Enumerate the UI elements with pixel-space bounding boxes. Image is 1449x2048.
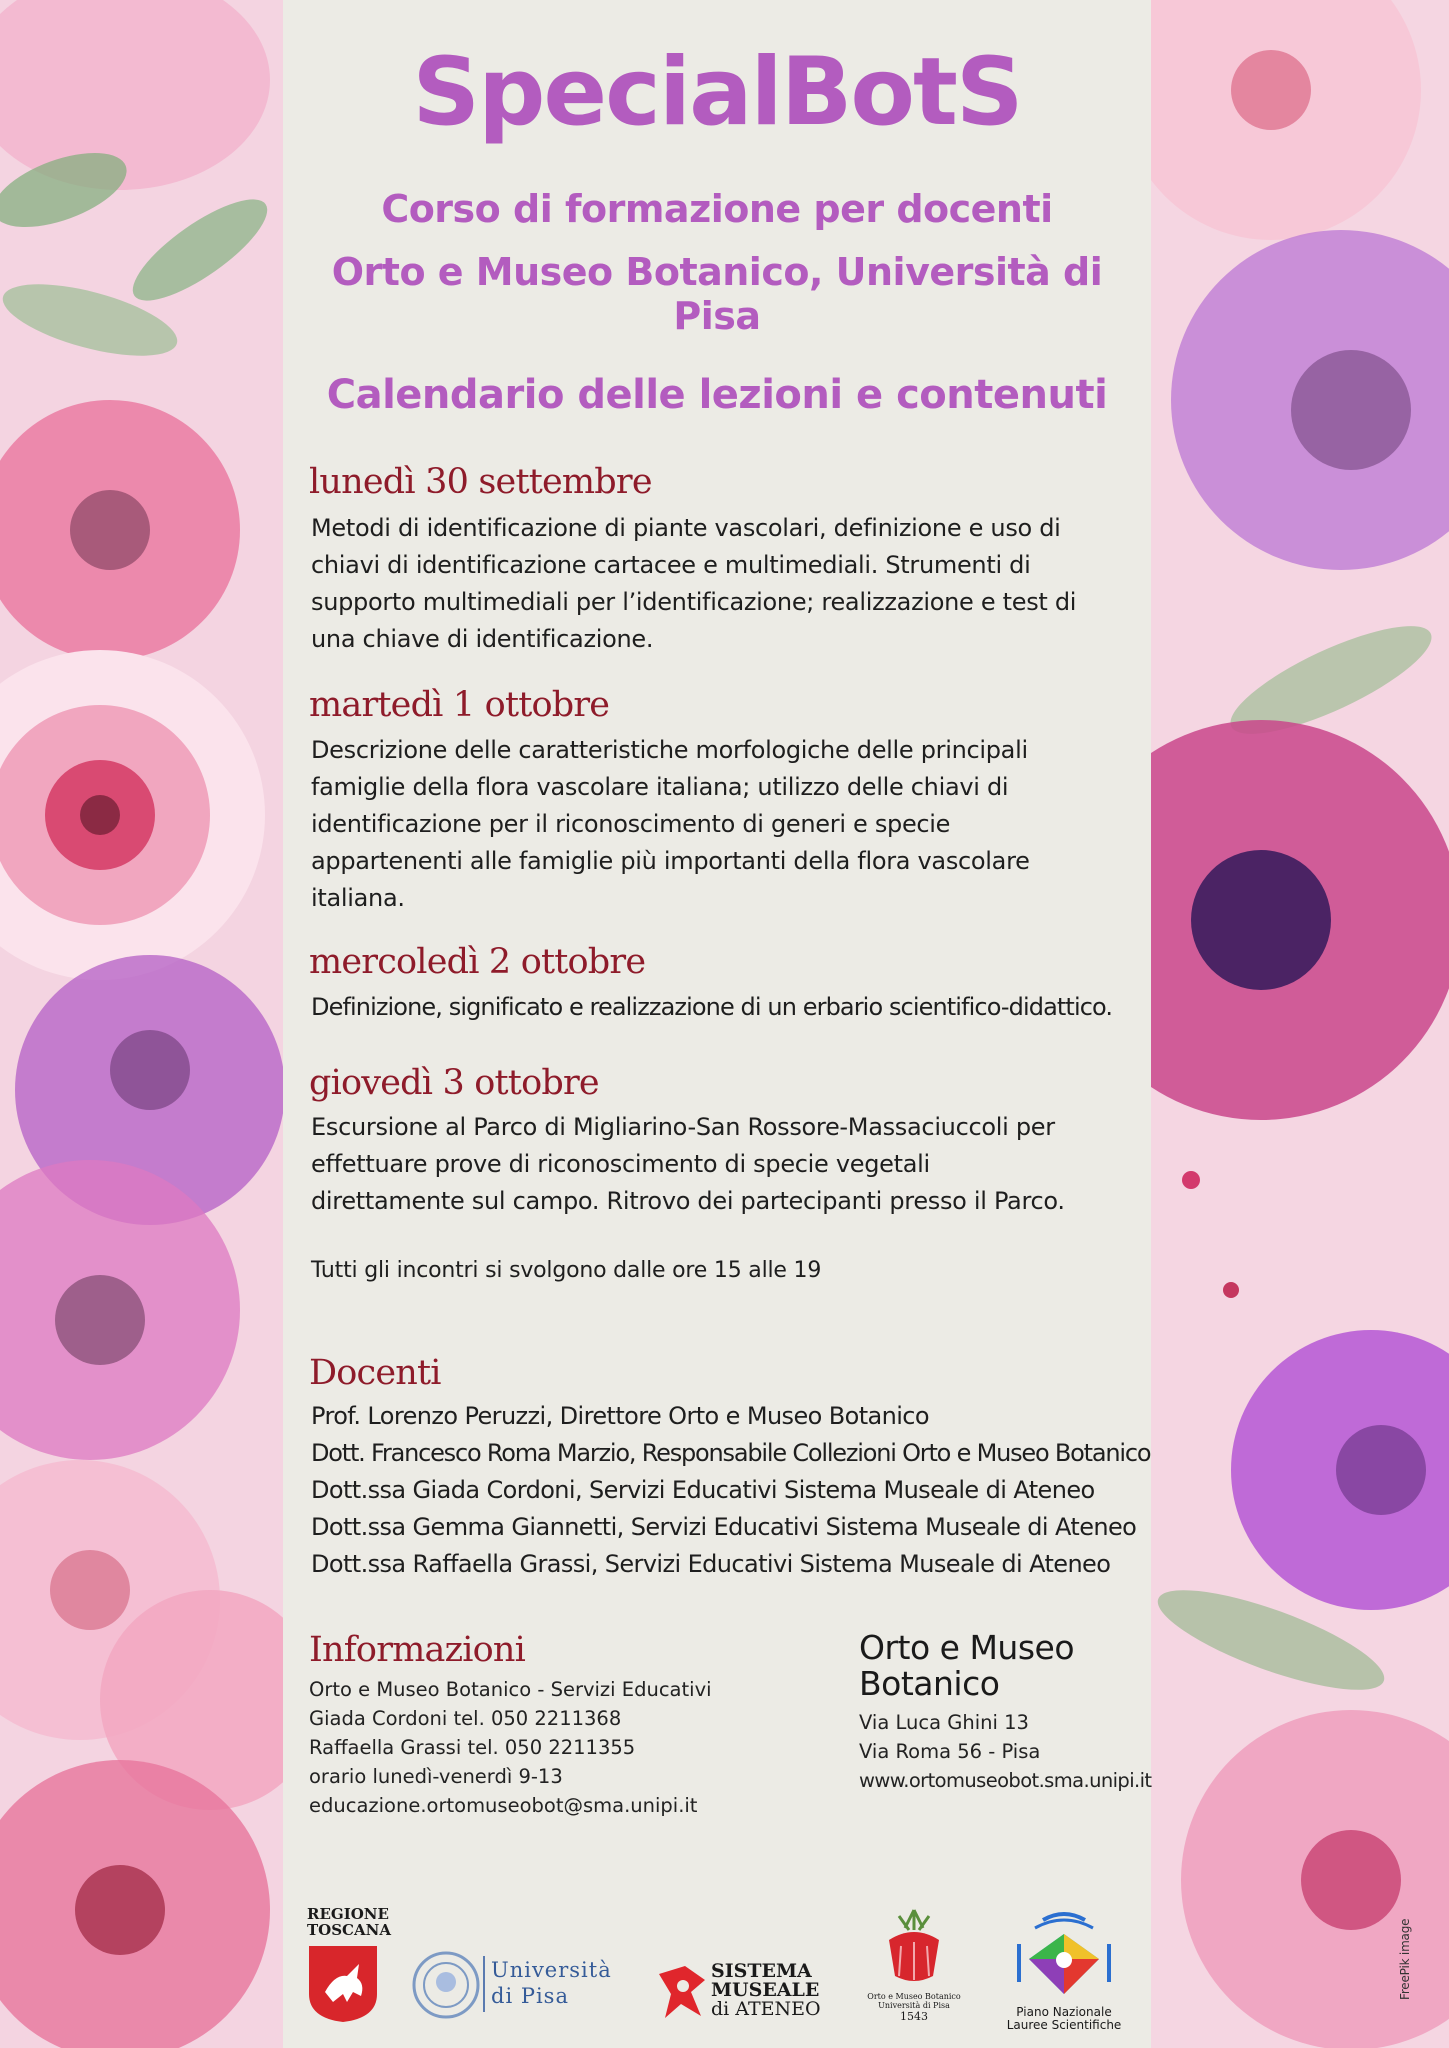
lesson-line: famiglie della flora vascolare italiana; utilizzo delle chiavi di — [311, 773, 1009, 801]
schedule-note: Tutti gli incontri si svolgono dalle ore 15 alle 19 — [311, 1258, 822, 1283]
museo-website[interactable]: www.ortomuseobot.sma.unipi.it — [859, 1769, 1152, 1792]
pls-rainbow-icon — [999, 1904, 1129, 2002]
lesson-line: Metodi di identificazione di piante vascolari, definizione e uso di — [311, 514, 1061, 542]
lesson-description — [311, 732, 1123, 917]
content-panel — [283, 0, 1151, 2048]
lesson-line: identificazione per il riconoscimento di generi e specie — [311, 810, 951, 838]
lesson-line: direttamente sul campo. Ritrovo dei partecipanti presso il Parco. — [311, 1187, 1065, 1215]
sma-mark-icon — [655, 1964, 709, 2020]
docente-item: Dott.ssa Gemma Giannetti, Servizi Educativi Sistema Museale di Ateneo — [311, 1513, 1137, 1541]
lesson-day: giovedì 3 ottobre — [309, 1063, 599, 1103]
lesson-description — [311, 989, 1123, 1026]
image-credit: FreePik image — [1398, 1918, 1412, 2000]
informazioni-heading: Informazioni — [309, 1630, 526, 1670]
lesson-line: Escursione al Parco di Migliarino-San Rossore-Massaciuccoli per — [311, 1113, 1055, 1141]
pegasus-shield-icon — [307, 1944, 379, 2024]
info-phone: Raffaella Grassi tel. 050 2211355 — [309, 1736, 636, 1759]
museo-address: Via Roma 56 - Pisa — [859, 1740, 1041, 1763]
museo-title: Botanico — [859, 1664, 1000, 1703]
fritillary-flower-icon — [859, 1906, 969, 1988]
docente-item: Dott. Francesco Roma Marzio, Responsabile Collezioni Orto e Museo Botanico — [311, 1439, 1151, 1467]
lesson-line: Descrizione delle caratteristiche morfologiche delle principali — [311, 736, 1028, 764]
lesson-day: mercoledì 2 ottobre — [309, 942, 646, 982]
info-hours: orario lunedì-venerdì 9-13 — [309, 1765, 563, 1788]
lesson-day: martedì 1 ottobre — [309, 685, 610, 725]
poster-title: SpecialBotS — [412, 38, 1022, 147]
museo-title: Orto e Museo — [859, 1628, 1075, 1667]
institution-subtitle: Orto e Museo Botanico, Università di Pisa — [331, 250, 1103, 338]
docenti-heading: Docenti — [309, 1353, 441, 1393]
lesson-description — [311, 510, 1123, 658]
museo-address: Via Luca Ghini 13 — [859, 1711, 1029, 1734]
docente-item: Dott.ssa Raffaella Grassi, Servizi Educativi Sistema Museale di Ateneo — [311, 1550, 1111, 1578]
piano-lauree-scientifiche-logo: Piano Nazionale Lauree Scientifiche — [999, 1904, 1129, 2034]
calendar-heading: Calendario delle lezioni e contenuti — [326, 372, 1108, 418]
universita-di-pisa-logo: Università di Pisa — [411, 1950, 611, 2030]
lesson-line: italiana. — [311, 884, 405, 912]
lesson-line: una chiave di identificazione. — [311, 625, 654, 653]
lesson-line: appartenenti alle famiglie più importanti della flora vascolare — [311, 847, 1030, 875]
info-phone: Giada Cordoni tel. 050 2211368 — [309, 1707, 622, 1730]
floral-decoration-right — [1151, 0, 1449, 2048]
orto-museo-botanico-logo: Orto e Museo Botanico Università di Pisa 1543 — [859, 1906, 969, 2034]
lesson-line: chiavi di identificazione cartacee e multimediali. Strumenti di — [311, 551, 1031, 579]
docente-item: Dott.ssa Giada Cordoni, Servizi Educativi Sistema Museale di Ateneo — [311, 1476, 1095, 1504]
lesson-line: Definizione, significato e realizzazione di un erbario scientifico-didattico. — [311, 993, 1113, 1021]
regione-toscana-logo: REGIONE TOSCANA — [307, 1906, 387, 2036]
lesson-line: effettuare prove di riconoscimento di specie vegetali — [311, 1150, 930, 1178]
sistema-museale-logo: SISTEMA MUSEALE di ATENEO — [655, 1962, 845, 2032]
lesson-day: lunedì 30 settembre — [309, 462, 652, 502]
course-subtitle: Corso di formazione per docenti — [381, 187, 1053, 231]
lesson-description — [311, 1109, 1123, 1220]
cherubino-seal-icon — [411, 1950, 481, 2020]
info-line: Orto e Museo Botanico - Servizi Educativi — [309, 1678, 712, 1701]
lesson-line: supporto multimediali per l’identificazione; realizzazione e test di — [311, 588, 1077, 616]
info-email[interactable]: educazione.ortomuseobot@sma.unipi.it — [309, 1794, 698, 1817]
docente-item: Prof. Lorenzo Peruzzi, Direttore Orto e Museo Botanico — [311, 1402, 929, 1430]
floral-decoration-left — [0, 0, 283, 2048]
